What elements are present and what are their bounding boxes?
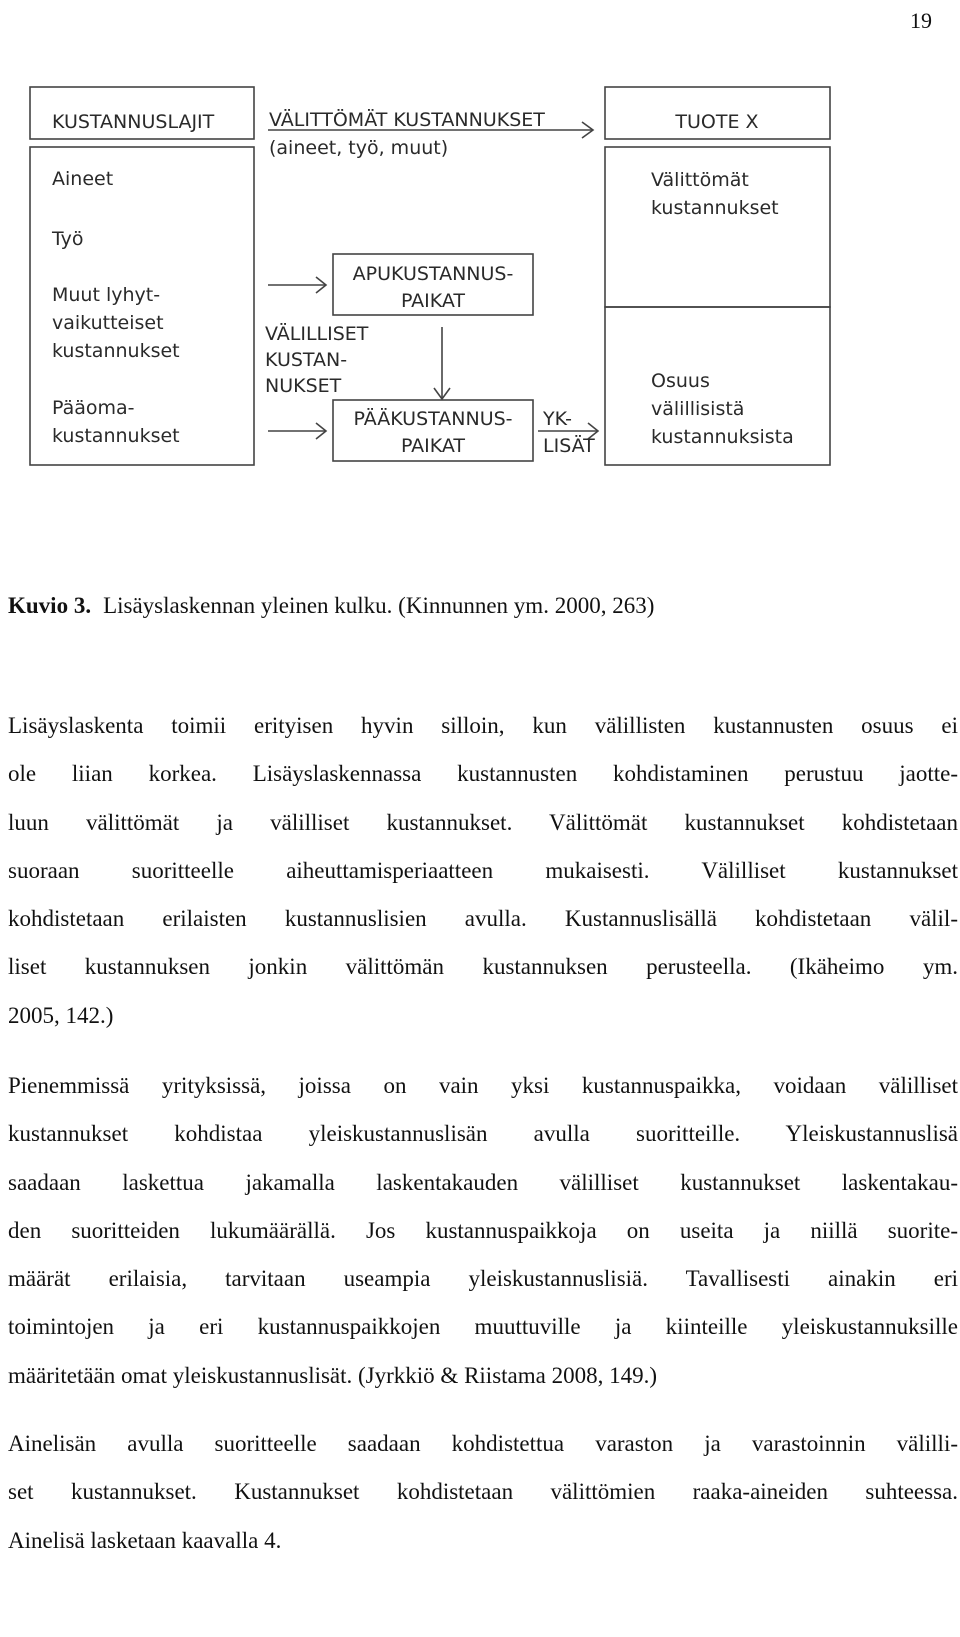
paragraph-line: määrät erilaisia, tarvitaan useampia yleiskustannuslisiä. Tavallisesti ainakin eri (8, 1266, 958, 1292)
paragraph-line: Ainelisän avulla suoritteelle saadaan kohdistettua varaston ja varastoinnin välilli- (8, 1431, 958, 1456)
paragraph-line: kohdistetaan erilaisten kustannuslisien avulla. Kustannuslisällä kohdistetaan välil- (8, 906, 958, 932)
paragraph-line: suoraan suoritteelle aiheuttamisperiaatteen mukaisesti. Välilliset kustannukset (8, 857, 958, 883)
osuus-label-2: välillisistä (651, 398, 745, 420)
paragraph-line: 2005, 142.) (8, 1002, 114, 1028)
paaoma-label-1: Pääoma- (52, 397, 135, 419)
paragraph-line: Lisäyslaskenta toimii erityisen hyvin silloin, kun välillisten kustannusten osuus ei (8, 713, 958, 738)
paa-label-1: PÄÄKUSTANNUS- (353, 408, 513, 430)
paragraph-line: kustannukset kohdistaa yleiskustannuslisän avulla suoritteille. Yleiskustannuslisä (8, 1121, 958, 1147)
caption-label: Kuvio 3. (8, 593, 92, 618)
paa-label-2: PAIKAT (400, 435, 466, 457)
paragraph-line: liset kustannuksen jonkin välittömän kustannuksen perusteella. (Ikäheimo ym. (8, 954, 958, 980)
valittomat-sub-label: (aineet, työ, muut) (269, 137, 449, 159)
paragraph-line: määritetään omat yleiskustannuslisät. (Jyrkkiö & Riistama 2008, 149.) (8, 1362, 657, 1388)
tuote-label: TUOTE X (675, 111, 759, 133)
paragraph-3 (8, 1420, 958, 1565)
muut-label-2: vaikutteiset (52, 312, 164, 334)
caption-text: Lisäyslaskennan yleinen kulku. (Kinnunnen ym. 2000, 263) (103, 593, 655, 618)
paaoma-label-2: kustannukset (52, 425, 180, 447)
osuus-label-3: kustannuksista (651, 426, 794, 448)
paragraph-line: Ainelisä lasketaan kaavalla 4. (8, 1527, 282, 1553)
valilliset-label-1: VÄLILLISET (265, 323, 369, 345)
paragraph-line: luun välittömät ja välilliset kustannukset. Välittömät kustannukset kohdistetaan (8, 809, 958, 835)
valittomat-label: VÄLITTÖMÄT KUSTANNUKSET (269, 109, 545, 131)
paragraph-line: ole liian korkea. Lisäyslaskennassa kustannusten kohdistaminen perustuu jaotte- (8, 761, 958, 787)
muut-label-1: Muut lyhyt- (52, 284, 161, 306)
cost-flow-diagram (0, 0, 960, 500)
paragraph-line: Pienemmissä yrityksissä, joissa on vain yksi kustannuspaikka, voidaan välilliset (8, 1073, 958, 1098)
osuus-label-1: Osuus (651, 370, 710, 392)
valilliset-label-2: KUSTAN- (265, 349, 348, 371)
paragraph-2 (8, 1062, 958, 1400)
valilliset-label-3: NUKSET (265, 375, 342, 397)
paragraph-line: den suoritteiden lukumäärällä. Jos kustannuspaikkoja on useita ja niillä suorite- (8, 1217, 958, 1243)
page-number: 19 (910, 8, 932, 33)
apu-label-2: PAIKAT (400, 290, 466, 312)
paragraph-line: toimintojen ja eri kustannuspaikkojen muuttuville ja kiinteille yleiskustannuksille (8, 1314, 958, 1340)
yk-label-1: YK- (543, 408, 572, 430)
aineet-label: Aineet (52, 168, 114, 190)
tyo-label: Työ (52, 228, 84, 250)
tuote-valittomat-label-1: Välittömät (651, 169, 749, 191)
apu-label-1: APUKUSTANNUS- (352, 263, 514, 285)
tuote-valittomat-label-2: kustannukset (651, 197, 779, 219)
paragraph-line: saadaan laskettua jakamalla laskentakauden välilliset kustannukset laskentakau- (8, 1169, 958, 1195)
muut-label-3: kustannukset (52, 340, 180, 362)
yk-label-2: LISÄT (543, 435, 595, 457)
paragraph-1 (8, 702, 958, 1040)
figure-caption (8, 593, 654, 619)
paragraph-line: set kustannukset. Kustannukset kohdistetaan välittömien raaka-aineiden suhteessa. (8, 1479, 958, 1505)
kustannuslajit-label: KUSTANNUSLAJIT (52, 111, 215, 133)
